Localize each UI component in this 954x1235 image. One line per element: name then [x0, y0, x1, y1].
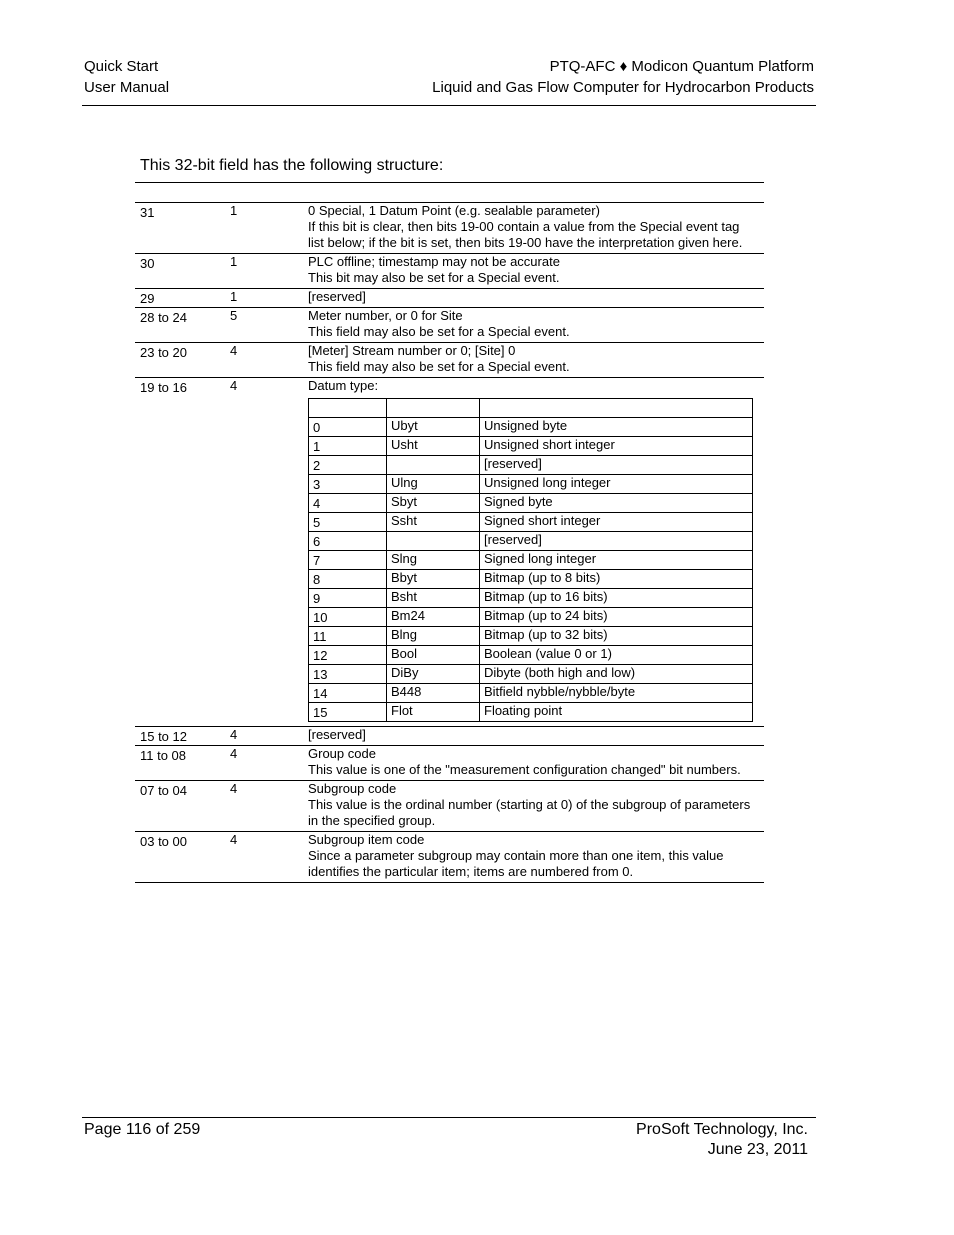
description-line: PLC offline; timestamp may not be accurate — [308, 254, 560, 269]
datum-description: Unsigned short integer — [480, 437, 753, 456]
field-description — [308, 832, 764, 882]
bit-range: 29 — [140, 291, 155, 306]
datum-abbreviation: Ubyt — [387, 418, 480, 437]
datum-type-row — [309, 532, 753, 551]
description-line: This bit may also be set for a Special event. — [308, 270, 560, 285]
field-description — [308, 203, 764, 253]
datum-code: 8 — [309, 570, 387, 589]
bit-range: 28 to 24 — [140, 310, 187, 325]
datum-type-row — [309, 494, 753, 513]
datum-type-row — [309, 589, 753, 608]
datum-type-row — [309, 646, 753, 665]
datum-code: 2 — [309, 456, 387, 475]
datum-abbreviation: B448 — [387, 684, 480, 703]
bit-length: 4 — [230, 746, 238, 761]
datum-type-row — [309, 513, 753, 532]
field-description — [308, 343, 764, 377]
header-product-desc: Liquid and Gas Flow Computer for Hydrocarbon Products — [432, 79, 814, 96]
footer-right — [636, 1120, 808, 1160]
bit-length: 1 — [230, 254, 238, 269]
datum-description: Bitmap (up to 32 bits) — [480, 627, 753, 646]
datum-type-table — [308, 398, 753, 722]
intro-divider — [135, 182, 764, 183]
datum-description: Bitfield nybble/nybble/byte — [480, 684, 753, 703]
header-cell — [309, 399, 387, 418]
bit-range: 31 — [140, 205, 155, 220]
bit-length: 1 — [230, 289, 238, 304]
datum-code: 0 — [309, 418, 387, 437]
footer-divider — [82, 1117, 816, 1118]
datum-type-header-row — [309, 399, 753, 418]
datum-type-row — [309, 418, 753, 437]
datum-description: Bitmap (up to 24 bits) — [480, 608, 753, 627]
field-description — [308, 378, 764, 726]
datum-description: Bitmap (up to 16 bits) — [480, 589, 753, 608]
datum-description: Unsigned long integer — [480, 475, 753, 494]
bit-field-table — [135, 202, 764, 883]
datum-abbreviation — [387, 532, 480, 551]
description-line: Group code — [308, 746, 376, 761]
datum-type-row — [309, 551, 753, 570]
header-left — [84, 56, 169, 98]
bit-range: 07 to 04 — [140, 783, 187, 798]
description-line: This value is one of the "measurement configuration changed" bit numbers. — [308, 762, 741, 777]
datum-type-row — [309, 437, 753, 456]
table-row — [135, 342, 764, 377]
datum-code: 4 — [309, 494, 387, 513]
datum-abbreviation: Blng — [387, 627, 480, 646]
description-line: If this bit is clear, then bits 19-00 contain a value from the Special event tag list below; if the bit is set, then bits 19-00 have the interpretation given here. — [308, 219, 743, 250]
datum-type-row — [309, 456, 753, 475]
datum-description: Boolean (value 0 or 1) — [480, 646, 753, 665]
table-row — [135, 377, 764, 726]
datum-abbreviation: DiBy — [387, 665, 480, 684]
datum-code: 12 — [309, 646, 387, 665]
footer-company: ProSoft Technology, Inc. — [636, 1121, 808, 1138]
datum-code: 5 — [309, 513, 387, 532]
datum-type-row — [309, 703, 753, 722]
description-line: [reserved] — [308, 727, 366, 742]
description-line: This field may also be set for a Special event. — [308, 324, 570, 339]
datum-description: [reserved] — [480, 532, 753, 551]
datum-code: 9 — [309, 589, 387, 608]
datum-type-row — [309, 608, 753, 627]
bit-length: 4 — [230, 727, 238, 742]
datum-type-row — [309, 665, 753, 684]
datum-description: Dibyte (both high and low) — [480, 665, 753, 684]
header-divider — [82, 105, 816, 106]
datum-code: 14 — [309, 684, 387, 703]
datum-abbreviation: Bm24 — [387, 608, 480, 627]
datum-abbreviation: Usht — [387, 437, 480, 456]
datum-description: Signed long integer — [480, 551, 753, 570]
header-right — [432, 56, 814, 98]
table-row — [135, 780, 764, 831]
table-row — [135, 745, 764, 780]
description-line: This field may also be set for a Special event. — [308, 359, 570, 374]
description-line: [reserved] — [308, 289, 366, 304]
description-line: 0 Special, 1 Datum Point (e.g. sealable parameter) — [308, 203, 600, 218]
description-line: Datum type: — [308, 378, 379, 393]
datum-description: Signed short integer — [480, 513, 753, 532]
bit-length: 1 — [230, 203, 238, 218]
datum-abbreviation: Bool — [387, 646, 480, 665]
footer-date: June 23, 2011 — [707, 1141, 808, 1158]
datum-abbreviation: Bbyt — [387, 570, 480, 589]
header-product: PTQ-AFC ♦ Modicon Quantum Platform — [549, 58, 814, 75]
bit-length: 4 — [230, 378, 238, 393]
datum-code: 11 — [309, 627, 387, 646]
datum-description: Bitmap (up to 8 bits) — [480, 570, 753, 589]
bit-length: 5 — [230, 308, 238, 323]
bit-range: 11 to 08 — [140, 748, 187, 763]
datum-abbreviation: Flot — [387, 703, 480, 722]
table-row — [135, 307, 764, 342]
description-line: Since a parameter subgroup may contain more than one item, this value identifies the particular item; items are numbered from 0. — [308, 848, 724, 879]
datum-code: 1 — [309, 437, 387, 456]
table-row — [135, 726, 764, 745]
datum-code: 13 — [309, 665, 387, 684]
bit-range: 23 to 20 — [140, 345, 187, 360]
table-row — [135, 202, 764, 253]
datum-type-row — [309, 570, 753, 589]
field-description — [308, 746, 764, 780]
field-description — [308, 308, 764, 342]
header-cell — [480, 399, 753, 418]
table-row — [135, 831, 764, 883]
datum-type-row — [309, 627, 753, 646]
header-section: Quick Start — [84, 58, 159, 75]
datum-abbreviation: Ssht — [387, 513, 480, 532]
datum-code: 7 — [309, 551, 387, 570]
field-description — [308, 727, 764, 745]
datum-code: 10 — [309, 608, 387, 627]
bit-length: 4 — [230, 832, 238, 847]
bit-range: 19 to 16 — [140, 380, 187, 395]
datum-abbreviation: Slng — [387, 551, 480, 570]
datum-code: 15 — [309, 703, 387, 722]
bit-range: 15 to 12 — [140, 729, 187, 744]
bit-length: 4 — [230, 781, 238, 796]
datum-description: Floating point — [480, 703, 753, 722]
description-line: Meter number, or 0 for Site — [308, 308, 463, 323]
header-cell — [387, 399, 480, 418]
table-row — [135, 288, 764, 307]
intro-text: This 32-bit field has the following structure: — [140, 157, 444, 174]
field-description — [308, 781, 764, 831]
footer-page-number: Page 116 of 259 — [84, 1121, 201, 1138]
datum-abbreviation: Ulng — [387, 475, 480, 494]
datum-description: Unsigned byte — [480, 418, 753, 437]
datum-description: [reserved] — [480, 456, 753, 475]
bit-range: 30 — [140, 256, 155, 271]
field-description — [308, 254, 764, 288]
bit-range: 03 to 00 — [140, 834, 187, 849]
datum-code: 3 — [309, 475, 387, 494]
datum-description: Signed byte — [480, 494, 753, 513]
bit-length: 4 — [230, 343, 238, 358]
table-row — [135, 253, 764, 288]
datum-type-row — [309, 684, 753, 703]
datum-abbreviation — [387, 456, 480, 475]
datum-type-row — [309, 475, 753, 494]
description-line: [Meter] Stream number or 0; [Site] 0 — [308, 343, 516, 358]
datum-abbreviation: Sbyt — [387, 494, 480, 513]
datum-abbreviation: Bsht — [387, 589, 480, 608]
datum-code: 6 — [309, 532, 387, 551]
description-line: This value is the ordinal number (starting at 0) of the subgroup of parameters in the specified group. — [308, 797, 751, 828]
header-doc-type: User Manual — [84, 79, 170, 96]
description-line: Subgroup item code — [308, 832, 425, 847]
field-description — [308, 289, 764, 307]
description-line: Subgroup code — [308, 781, 397, 796]
